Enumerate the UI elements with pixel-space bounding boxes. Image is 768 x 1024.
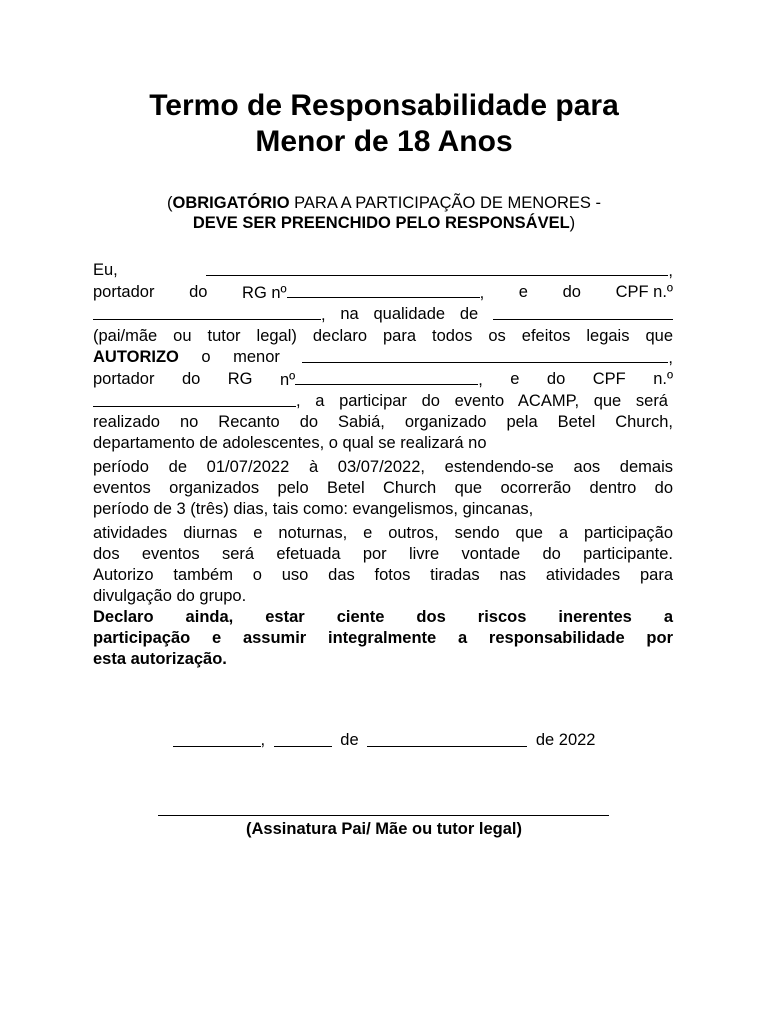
date-comma: , bbox=[260, 731, 266, 749]
text-recanto: realizado no Recanto do Sabiá, organizado pela Betel Church, bbox=[93, 413, 673, 431]
close-paren: ) bbox=[569, 214, 576, 232]
text-depto: departamento de adolescentes, o qual se realizará no bbox=[93, 434, 487, 452]
text-particip: participação e assumir integralmente a responsabilidade por bbox=[93, 629, 673, 647]
line-portador-rg bbox=[93, 282, 673, 304]
label-de: de bbox=[459, 305, 479, 323]
line-pai-mae bbox=[93, 326, 673, 347]
day-field[interactable] bbox=[274, 731, 332, 747]
label-portador: portador bbox=[93, 283, 155, 301]
subtitle-rest: PARA A PARTICIPAÇÃO DE MENORES - bbox=[289, 194, 601, 212]
line-depto bbox=[93, 433, 673, 454]
label-menor: menor bbox=[233, 348, 280, 366]
line-esta bbox=[93, 649, 673, 670]
label-qualidade: qualidade bbox=[373, 305, 446, 323]
responsible-name-field[interactable] bbox=[206, 260, 668, 276]
text-livre: dos eventos será efetuada por livre vontade do participante. bbox=[93, 545, 673, 563]
document-title bbox=[0, 88, 768, 160]
label-portador-2: portador bbox=[93, 370, 155, 388]
minor-name-group bbox=[302, 347, 673, 369]
label-do-2: do bbox=[562, 283, 581, 301]
responsible-rg-field[interactable] bbox=[287, 282, 480, 298]
text-eventos: eventos organizados pelo Betel Church que ocorrerão dentro do bbox=[93, 479, 673, 497]
label-rg: RG bbox=[227, 370, 253, 388]
comma: , bbox=[479, 284, 485, 302]
responsible-cpf-field[interactable] bbox=[93, 304, 321, 320]
line-particip bbox=[93, 628, 673, 649]
comma: , bbox=[478, 371, 483, 389]
minor-cpf-field[interactable] bbox=[93, 391, 296, 407]
line-fotos bbox=[93, 565, 673, 586]
minor-name-field[interactable] bbox=[302, 347, 668, 363]
open-paren: ( bbox=[167, 194, 173, 212]
line-autorizo bbox=[93, 347, 673, 369]
label-rg-no: RG nº bbox=[242, 284, 287, 302]
signature-caption: (Assinatura Pai/ Mãe ou tutor legal) bbox=[246, 820, 522, 838]
subtitle-bold-deve: DEVE SER PREENCHIDO PELO RESPONSÁVEL bbox=[192, 214, 570, 232]
text-fotos: Autorizo também o uso das fotos tiradas nas atividades para bbox=[93, 566, 673, 584]
minor-rg-group bbox=[280, 369, 483, 391]
label-n-o: n.º bbox=[653, 370, 673, 388]
label-no: nº bbox=[279, 371, 296, 389]
cpf-group bbox=[93, 304, 326, 326]
title-line-1: Termo de Responsabilidade para bbox=[149, 89, 619, 122]
label-na: na bbox=[340, 305, 359, 323]
text-declaro: Declaro ainda, estar ciente dos riscos inerentes a bbox=[93, 608, 673, 626]
line-divulg bbox=[93, 586, 673, 607]
declaration-body bbox=[93, 260, 673, 670]
label-e-2: e bbox=[510, 370, 520, 388]
text-esta: esta autorização. bbox=[93, 650, 227, 668]
comma: , bbox=[668, 349, 673, 367]
relationship-field[interactable] bbox=[493, 304, 673, 320]
label-o: o bbox=[201, 348, 211, 366]
title-line-2: Menor de 18 Anos bbox=[255, 125, 513, 158]
minor-rg-field[interactable] bbox=[295, 369, 478, 385]
text-participar: , a participar do evento ACAMP, que será bbox=[296, 392, 668, 410]
rg-group bbox=[242, 282, 484, 304]
label-do: do bbox=[189, 283, 208, 301]
line-eu bbox=[93, 260, 673, 282]
line-recanto bbox=[93, 412, 673, 433]
subtitle-line-1 bbox=[0, 193, 768, 213]
text-tres: período de 3 (três) dias, tais como: evangelismos, gincanas, bbox=[93, 500, 534, 518]
line-tres bbox=[93, 499, 673, 520]
text-periodo: período de 01/07/2022 à 03/07/2022, estendendo-se aos demais bbox=[93, 458, 673, 476]
signature-line[interactable] bbox=[158, 815, 609, 816]
text-atividades: atividades diurnas e noturnas, e outros, sendo que a participação bbox=[93, 524, 673, 542]
label-e: e bbox=[518, 283, 528, 301]
label-do-3: do bbox=[181, 370, 201, 388]
subtitle-line-2 bbox=[0, 213, 768, 233]
date-line bbox=[0, 731, 768, 750]
comma: , bbox=[321, 306, 326, 324]
line-atividades bbox=[93, 523, 673, 544]
comma: , bbox=[668, 262, 673, 280]
line-cpf-qualidade bbox=[93, 304, 673, 326]
label-year: de 2022 bbox=[535, 731, 596, 749]
line-periodo bbox=[93, 457, 673, 478]
line-eventos bbox=[93, 478, 673, 499]
text-divulg: divulgação do grupo. bbox=[93, 587, 247, 605]
document-subtitle bbox=[0, 193, 768, 233]
line-declaro bbox=[93, 607, 673, 628]
name-field-group bbox=[206, 260, 673, 282]
label-autorizo: AUTORIZO bbox=[93, 348, 179, 366]
line-livre bbox=[93, 544, 673, 565]
label-do-4: do bbox=[546, 370, 566, 388]
label-eu: Eu, bbox=[93, 261, 118, 279]
text-pai-mae: (pai/mãe ou tutor legal) declaro para todos os efeitos legais que bbox=[93, 327, 673, 345]
label-cpf: CPF bbox=[592, 370, 626, 388]
subtitle-bold-obrigatorio: OBRIGATÓRIO bbox=[172, 194, 290, 212]
city-field[interactable] bbox=[173, 731, 261, 747]
label-de-date: de bbox=[340, 731, 359, 749]
month-field[interactable] bbox=[367, 731, 527, 747]
line-minor-rg bbox=[93, 369, 673, 391]
line-minor-cpf bbox=[93, 391, 673, 412]
label-cpf-no: CPF n.º bbox=[615, 283, 673, 301]
